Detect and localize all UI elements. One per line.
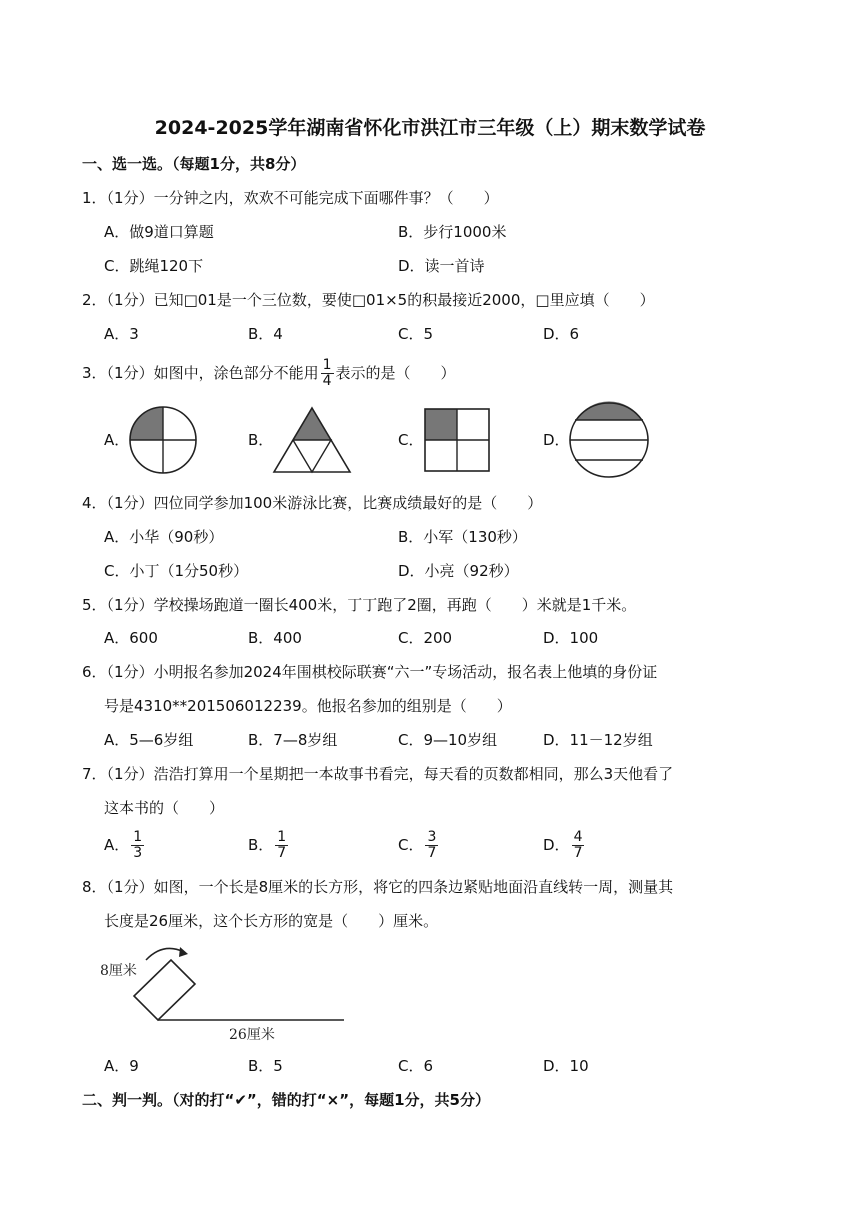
q2-option-a: A．3 (104, 325, 139, 343)
q7-option-d-label: D． (543, 836, 570, 854)
q8-option-a: A．9 (104, 1057, 139, 1075)
q8-figure-side-label: 8厘米 (100, 963, 137, 979)
q2-option-d: D．6 (543, 325, 580, 343)
q7-option-a-num: 1 (133, 829, 143, 845)
q5-option-c: C．200 (398, 629, 453, 647)
q8-stem-line2: 长度是26厘米，这个长方形的宽是（ ）厘米。 (104, 912, 439, 930)
q6-stem-line1: 6．（1分）小明报名参加2024年围棋校际联赛“六一”专场活动，报名表上他填的身份证 (82, 663, 658, 681)
q2-option-c: C．5 (398, 325, 434, 343)
q3-option-c: C． (398, 431, 424, 449)
q3-option-b: B． (248, 431, 274, 449)
q3-stem (82, 356, 456, 390)
q3-figure-d-circle-bands (568, 401, 650, 479)
q3-frac-num: 1 (322, 357, 332, 373)
q7-option-d-num: 4 (573, 829, 583, 845)
q3-stem-post: 表示的是（ ） (335, 364, 456, 382)
page-title: 2024-2025学年湖南省怀化市洪江市三年级（上）期末数学试卷 (154, 117, 706, 139)
q1-option-a: A．做9道口算题 (104, 223, 214, 241)
q3-frac-den: 4 (322, 373, 332, 389)
q8-figure-rolling-rectangle (98, 938, 348, 1048)
q5-option-d: D．100 (543, 629, 599, 647)
q7-option-a (104, 828, 146, 862)
q5-stem: 5．（1分）学校操场跑道一圈长400米，丁丁跑了2圈，再跑（ ）米就是1千米。 (82, 596, 637, 614)
q7-option-c-num: 3 (427, 829, 437, 845)
q1-option-b: B．步行1000米 (398, 223, 507, 241)
q6-option-c: C．9—10岁组 (398, 731, 498, 749)
q7-option-b-den: 7 (277, 845, 287, 861)
q2-option-b: B．4 (248, 325, 283, 343)
q6-option-a: A．5—6岁组 (104, 731, 194, 749)
q4-stem: 4．（1分）四位同学参加100米游泳比赛，比赛成绩最好的是（ ） (82, 494, 543, 512)
q1-stem: 1．（1分）一分钟之内，欢欢不可能完成下面哪件事？（ ） (82, 189, 499, 207)
q3-stem-pre: 3．（1分）如图中，涂色部分不能用 (82, 364, 319, 382)
q7-stem-line1: 7．（1分）浩浩打算用一个星期把一本故事书看完，每天看的页数都相同，那么3天他看了 (82, 765, 674, 783)
q7-option-b (248, 828, 290, 862)
q7-option-d-den: 7 (573, 845, 583, 861)
section-2-heading: 二、判一判。（对的打“✔”，错的打“×”，每题1分，共5分） (82, 1091, 490, 1109)
q7-option-c-den: 7 (427, 845, 437, 861)
q7-option-b-num: 1 (277, 829, 287, 845)
q7-option-c (398, 828, 440, 862)
q8-stem-line1: 8．（1分）如图，一个长是8厘米的长方形，将它的四条边紧贴地面沿直线转一周，测量其 (82, 878, 674, 896)
q8-option-c: C．6 (398, 1057, 434, 1075)
q8-figure-base-label: 26厘米 (229, 1027, 275, 1043)
q7-option-a-label: A． (104, 836, 130, 854)
q7-option-a-den: 3 (133, 845, 143, 861)
q5-option-a: A．600 (104, 629, 158, 647)
q1-option-d: D．读一首诗 (398, 257, 485, 275)
q7-option-b-label: B． (248, 836, 274, 854)
q3-figure-a-circle-quarters (128, 405, 198, 475)
q7-option-c-label: C． (398, 836, 424, 854)
q8-option-d: D．10 (543, 1057, 589, 1075)
q3-figure-b-triangle (272, 406, 352, 474)
q4-option-d: D．小亮（92秒） (398, 562, 519, 580)
q1-option-c: C．跳绳120下 (104, 257, 204, 275)
q4-option-b: B．小军（130秒） (398, 528, 527, 546)
q7-stem-line2: 这本书的（ ） (104, 799, 225, 817)
q2-stem: 2．（1分）已知□01是一个三位数，要使□01×5的积最接近2000，□里应填（ ） (82, 291, 655, 309)
q3-option-d: D． (543, 431, 570, 449)
q4-option-c: C．小丁（1分50秒） (104, 562, 249, 580)
q3-figure-c-square (424, 408, 490, 472)
q6-stem-line2: 号是4310**201506012239。他报名参加的组别是（ ） (104, 697, 512, 715)
q5-option-b: B．400 (248, 629, 302, 647)
q8-option-b: B．5 (248, 1057, 283, 1075)
section-1-heading: 一、选一选。（每题1分，共8分） (82, 155, 306, 173)
q4-option-a: A．小华（90秒） (104, 528, 224, 546)
q7-option-d (543, 828, 586, 862)
q6-option-d: D．11－12岁组 (543, 731, 653, 749)
q6-option-b: B．7—8岁组 (248, 731, 338, 749)
q3-fraction (321, 358, 334, 389)
q3-option-a: A． (104, 431, 130, 449)
